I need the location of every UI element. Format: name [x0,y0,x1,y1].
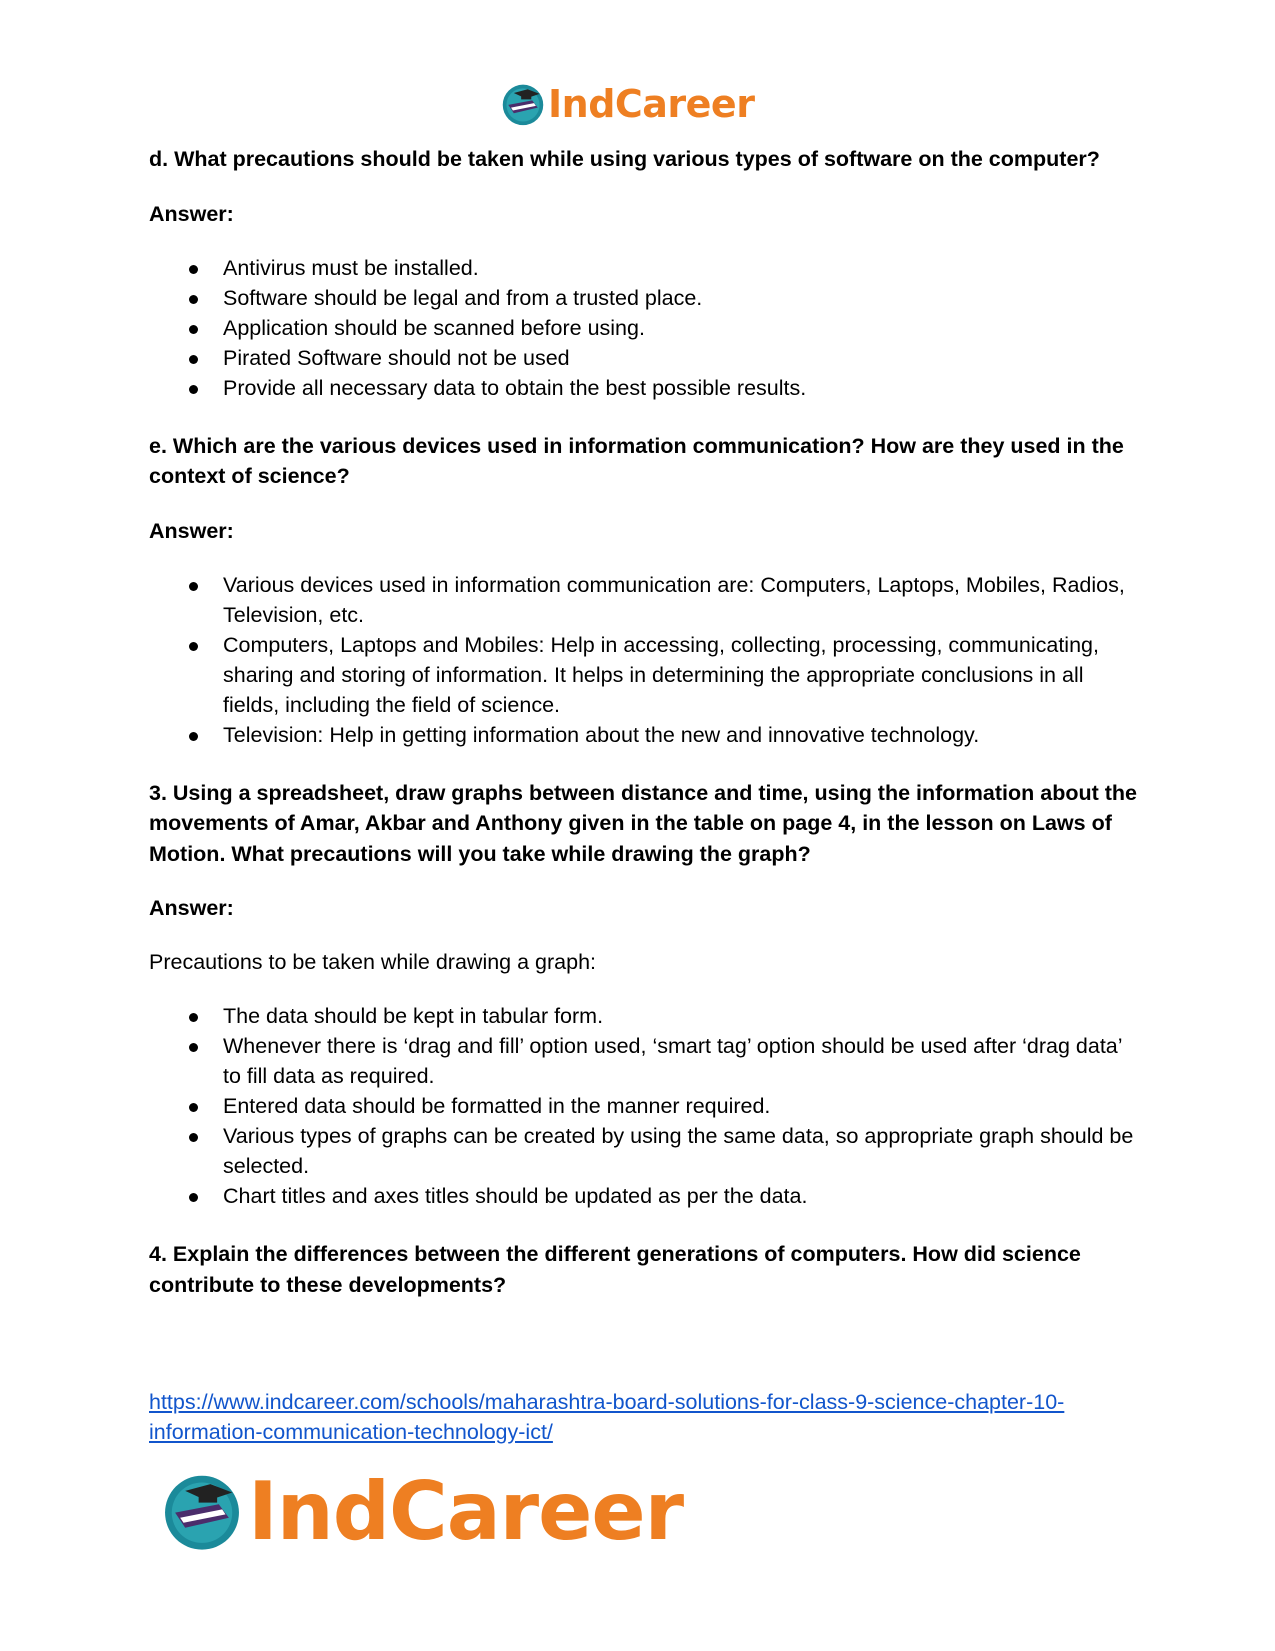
bullet-icon [189,1193,198,1202]
bullet-icon [189,385,198,394]
bullet-icon [189,265,198,274]
source-link[interactable]: https://www.indcareer.com/schools/maharashtra-board-solutions-for-class-9-science-chapter-10-information-communication-technology-ict/ [149,1390,1065,1444]
brand-wordmark: IndCareer [548,82,755,126]
list-item: Provide all necessary data to obtain the best possible results. [149,373,1139,403]
bullet-icon [189,732,198,741]
question-3: 3. Using a spreadsheet, draw graphs between distance and time, using the information about the movements of Amar, Akbar and Anthony given in the table on page 4, in the lesson on Laws of Motion. What precautions will you take while drawing the graph? [149,780,1137,866]
bullet-icon [189,325,198,334]
header-logo [500,80,754,128]
list-item: Chart titles and axes titles should be updated as per the data. [149,1181,1139,1211]
list-item: Various types of graphs can be created by using the same data, so appropriate graph should be selected. [149,1121,1139,1181]
bullet-list [149,253,1139,403]
list-item: Computers, Laptops and Mobiles: Help in accessing, collecting, processing, communicating, sharing and storing of information. It helps in determining the appropriate conclusions in all fields, including the field of science. [149,630,1139,720]
list-item: Antivirus must be installed. [149,253,1139,283]
list-item: Application should be scanned before using. [149,313,1139,343]
graduation-book-icon [500,81,546,127]
bullet-icon [189,355,198,364]
bullet-icon [189,295,198,304]
question-4: 4. Explain the differences between the different generations of computers. How did science contribute to these developments? [149,1242,1081,1297]
footer-logo [160,1466,683,1556]
list-item: Television: Help in getting information about the new and innovative technology. [149,720,1139,750]
list-item: The data should be kept in tabular form. [149,1001,1139,1031]
bullet-icon [189,1043,198,1052]
question-d: d. What precautions should be taken while using various types of software on the computer? [149,147,1100,171]
list-item: Software should be legal and from a trusted place. [149,283,1139,313]
document-body [149,144,1139,1300]
brand-wordmark: IndCareer [248,1464,684,1558]
bullet-icon [189,582,198,591]
bullet-list [149,1001,1139,1211]
bullet-icon [189,1133,198,1142]
question-e: e. Which are the various devices used in information communication? How are they used in the context of science? [149,433,1124,488]
list-item: Various devices used in information communication are: Computers, Laptops, Mobiles, Radios, Television, etc. [149,570,1139,630]
graduation-book-icon [160,1469,244,1553]
list-item: Pirated Software should not be used [149,343,1139,373]
bullet-list [149,570,1139,750]
list-item: Entered data should be formatted in the manner required. [149,1091,1139,1121]
bullet-icon [189,1013,198,1022]
bullet-icon [189,1103,198,1112]
answer-label: Answer: [149,896,234,920]
answer-label: Answer: [149,518,234,543]
answer-label: Answer: [149,201,234,226]
answer-intro: Precautions to be taken while drawing a graph: [149,950,596,974]
list-item: Whenever there is ‘drag and fill’ option used, ‘smart tag’ option should be used after ‘drag data’ to fill data as required. [149,1031,1139,1091]
bullet-icon [189,642,198,651]
